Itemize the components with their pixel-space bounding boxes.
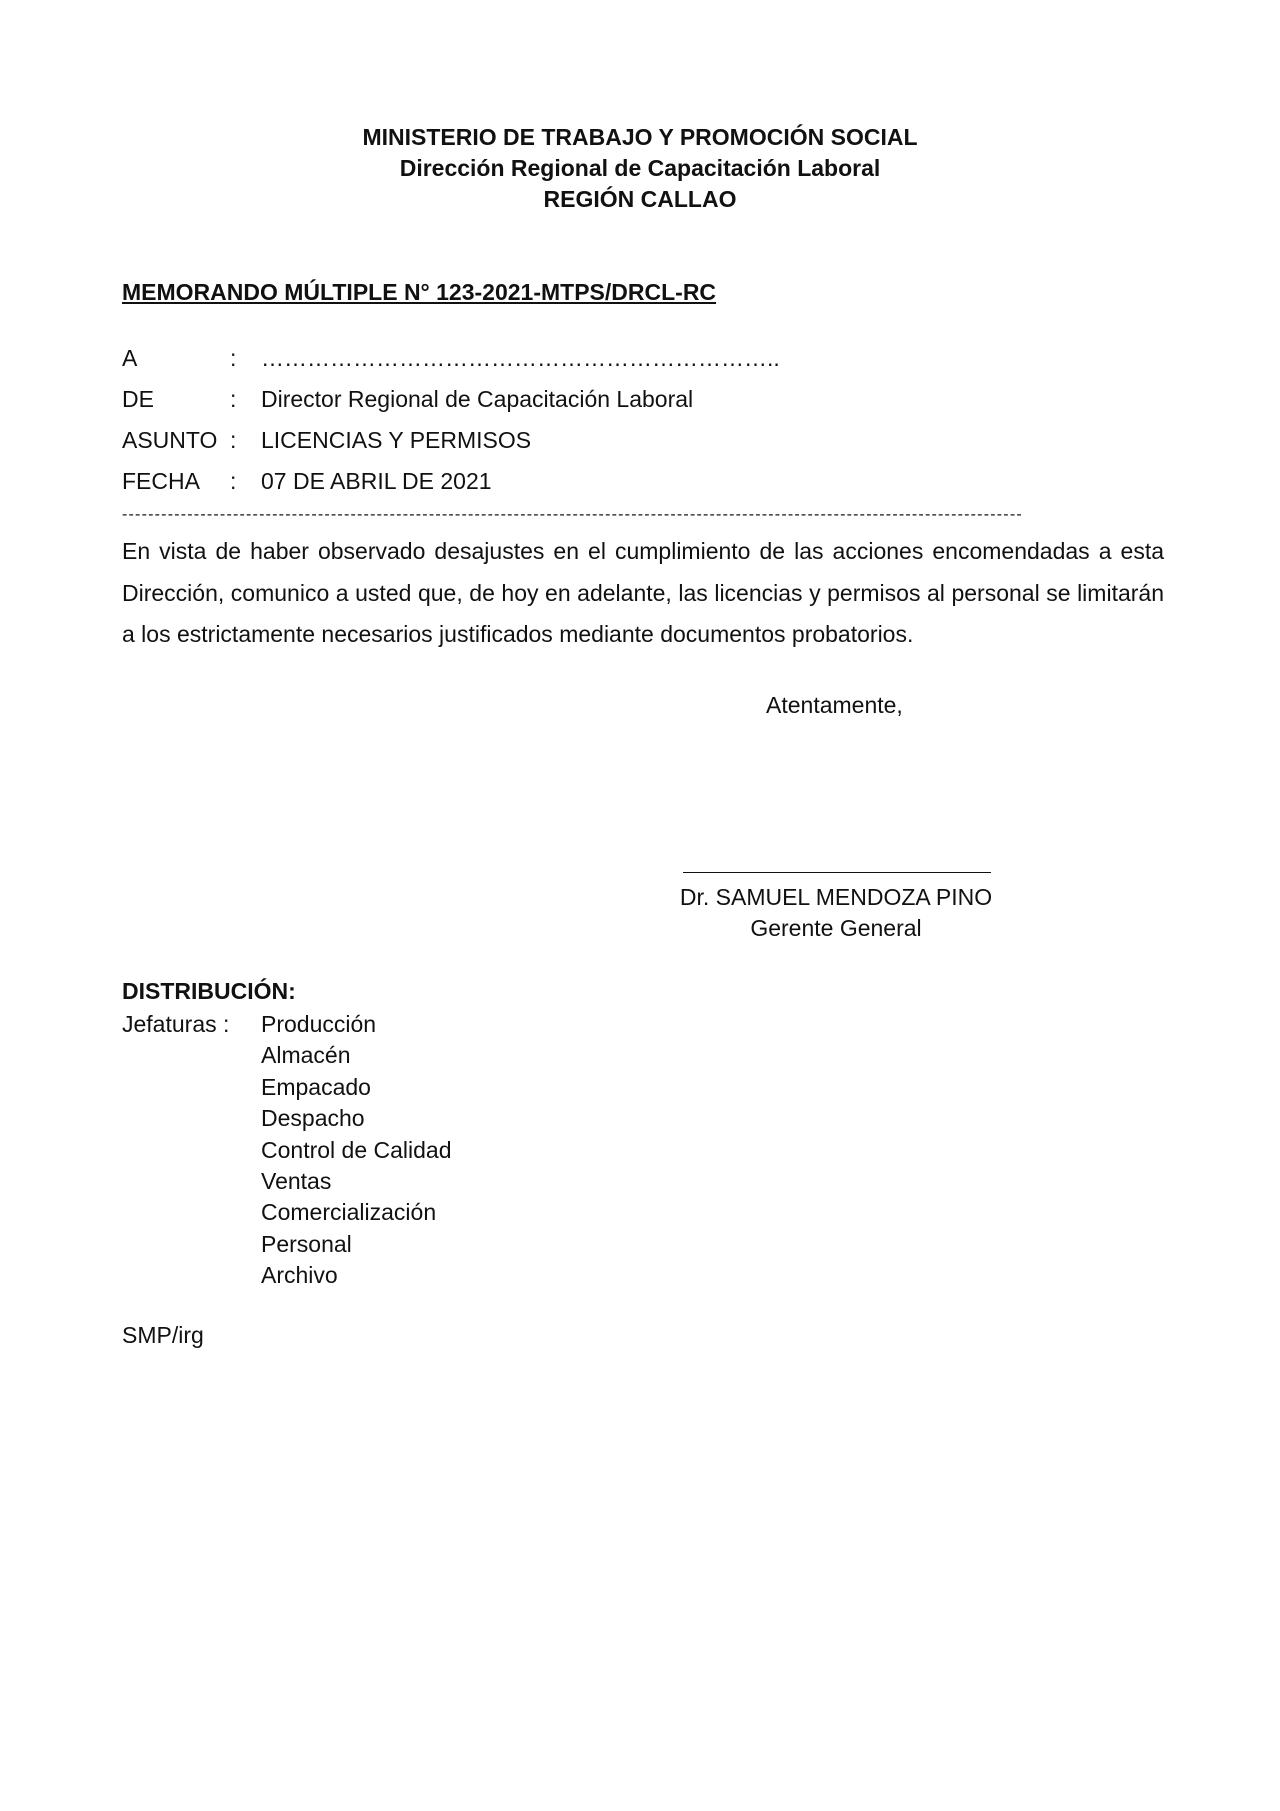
field-date	[122, 461, 1122, 502]
field-date-label: FECHA	[122, 468, 200, 494]
field-to-colon: :	[230, 345, 237, 371]
field-from	[122, 379, 1122, 420]
list-item: Producción	[261, 1011, 377, 1037]
field-from-value: Director Regional de Capacitación Laboral	[261, 386, 694, 412]
field-to	[122, 338, 1122, 379]
memo-body: En vista de haber observado desajustes en el cumplimiento de las acciones encomendadas a esta Dirección, comunico a usted que, de hoy en adelante, las licencias y permisos al personal se limitarán a los estrictamente necesarios justificados mediante documentos probatorios.	[122, 538, 1164, 647]
distribution-label: Jefaturas :	[122, 1011, 230, 1037]
field-subject-colon: :	[230, 427, 237, 453]
list-item: Ventas	[261, 1168, 332, 1195]
field-subject-value: LICENCIAS Y PERMISOS	[261, 427, 532, 453]
memo-title: MEMORANDO MÚLTIPLE N° 123-2021-MTPS/DRCL-RC	[122, 279, 717, 305]
distribution-list	[261, 1009, 452, 1292]
signatory-name: Dr. SAMUEL MENDOZA PINO	[679, 884, 993, 910]
signature-line	[683, 872, 991, 873]
signature-block	[576, 882, 1096, 944]
field-date-colon: :	[230, 468, 237, 494]
closing-salutation: Atentamente,	[766, 692, 903, 718]
list-item: Control de Calidad	[261, 1136, 452, 1163]
list-item: Almacén	[261, 1042, 351, 1069]
field-to-value: …………………………………………………………..	[261, 345, 780, 371]
field-subject	[122, 420, 1122, 461]
region-name: REGIÓN CALLAO	[543, 186, 737, 212]
field-from-colon: :	[230, 386, 237, 412]
ministry-name: MINISTERIO DE TRABAJO Y PROMOCIÓN SOCIAL	[362, 124, 918, 150]
field-subject-label: ASUNTO	[122, 427, 218, 453]
distribution-title: DISTRIBUCIÓN:	[122, 978, 296, 1004]
direction-name: Dirección Regional de Capacitación Laboral	[399, 155, 881, 181]
list-item: Empacado	[261, 1073, 371, 1100]
signatory-role: Gerente General	[750, 915, 922, 941]
memo-fields	[122, 338, 1122, 502]
list-item: Despacho	[261, 1105, 365, 1132]
list-item: Personal	[261, 1230, 352, 1257]
field-date-value: 07 DE ABRIL DE 2021	[261, 468, 492, 494]
list-item: Comercialización	[261, 1199, 437, 1226]
list-item: Archivo	[261, 1262, 338, 1289]
reference-initials: SMP/irg	[122, 1322, 204, 1348]
letterhead	[0, 122, 1280, 215]
field-to-label: A	[122, 345, 138, 371]
dashed-separator: ------------------------------------------------------------------------------------------------------------------------------------------	[122, 506, 1023, 523]
field-from-label: DE	[122, 386, 154, 412]
